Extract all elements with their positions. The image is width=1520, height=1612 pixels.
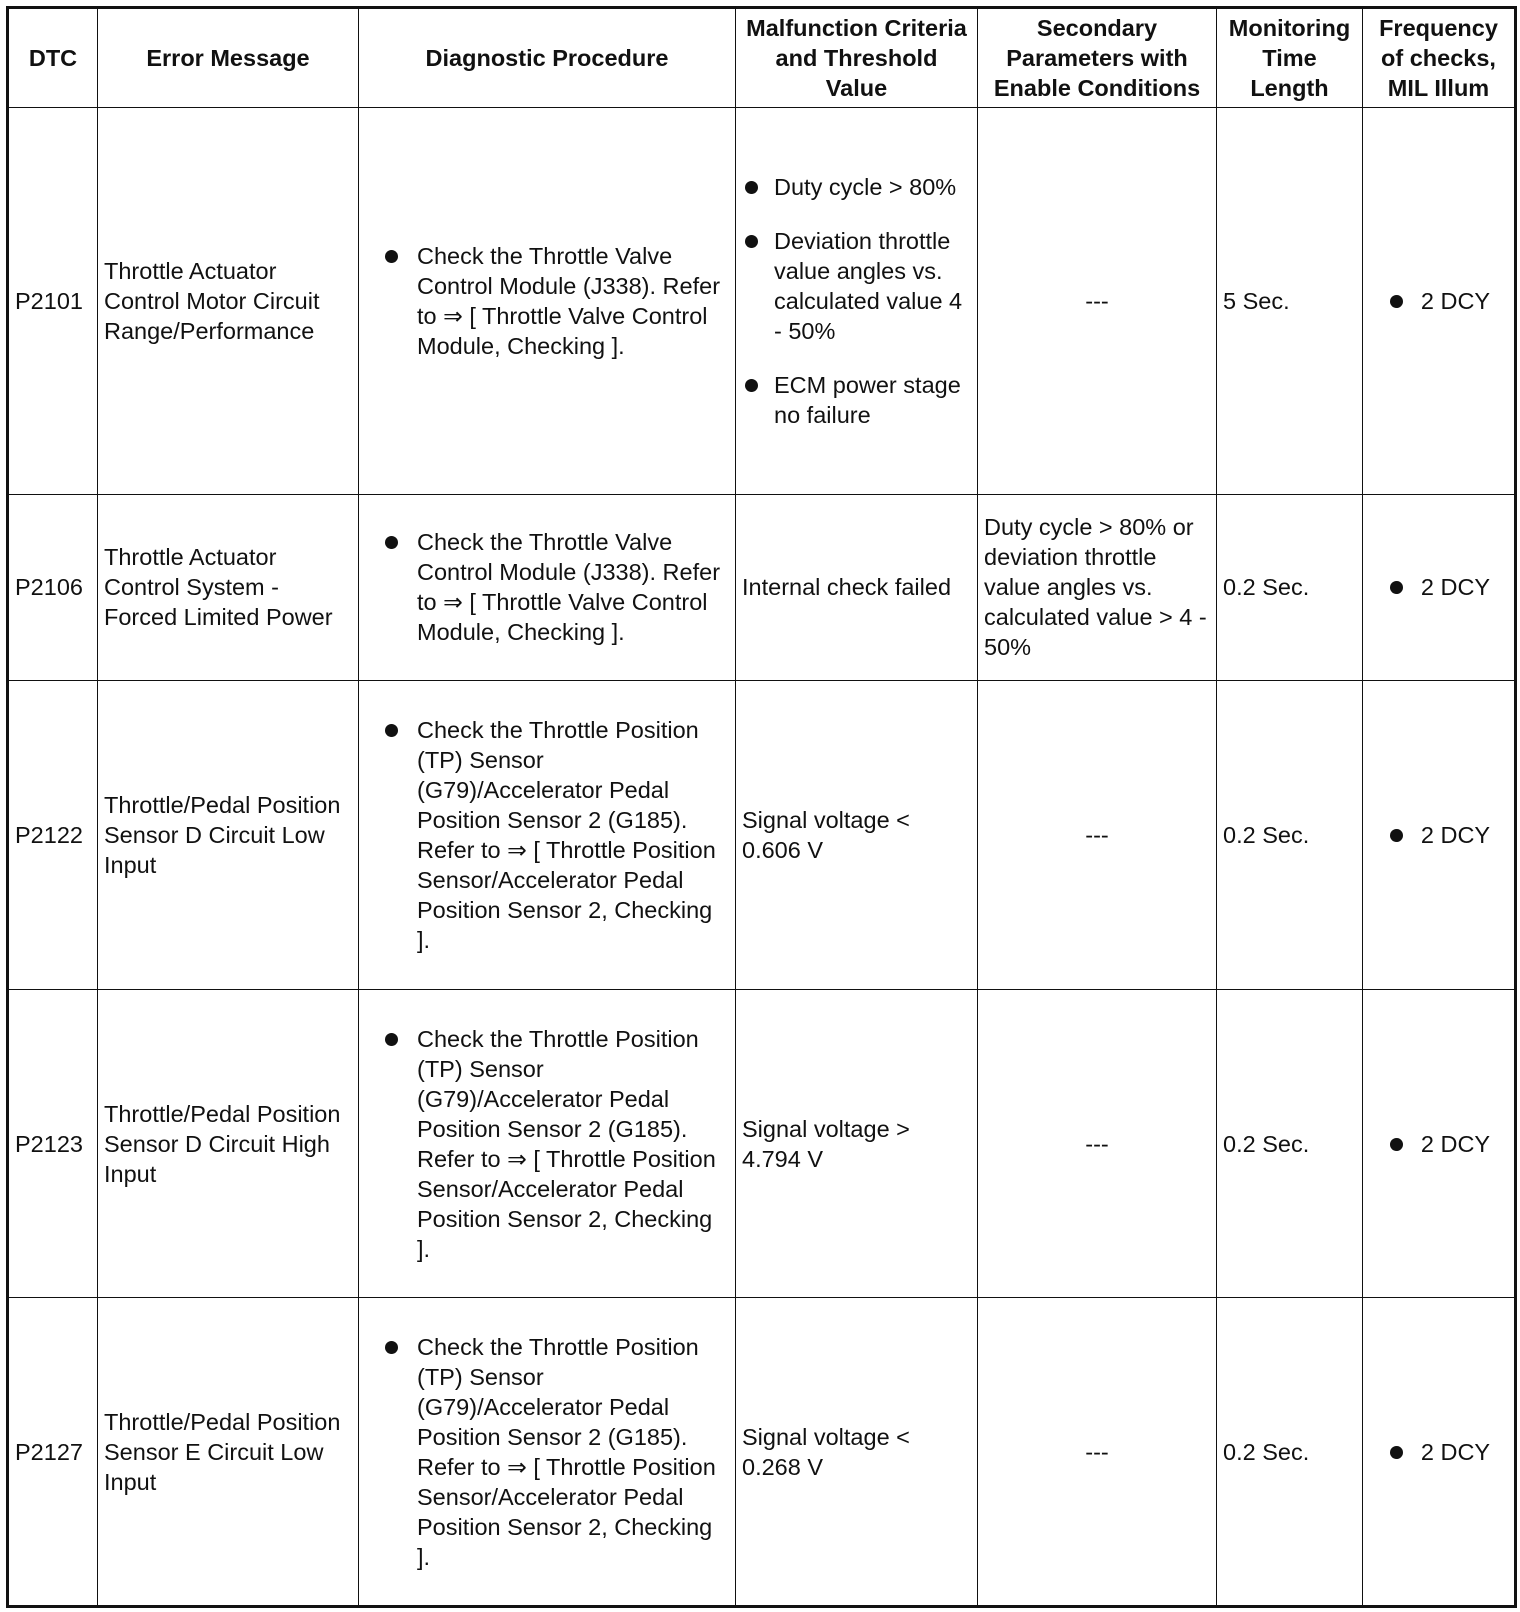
header-secondary-parameters: Secondary Parameters with Enable Conditions: [978, 8, 1217, 108]
header-error-message: Error Message: [98, 8, 359, 108]
frequency-cell: [1363, 494, 1516, 680]
procedure-list: [365, 715, 729, 955]
dtc-code: P2101: [8, 108, 98, 495]
malfunction-criteria: [736, 108, 978, 495]
procedure-list: [365, 1332, 729, 1572]
procedure-item: Check the Throttle Position (TP) Sensor (G79)/Accelerator Pedal Position Sensor 2 (G185). Refer to ⇒ [ Throttle Position Sensor/Accelerator Pedal Position Sensor 2, Checking ].: [365, 715, 729, 955]
malfunction-criteria: Signal voltage < 0.268 V: [736, 1298, 978, 1607]
procedure-item: Check the Throttle Valve Control Module (J338). Refer to ⇒ [ Throttle Valve Control Module, Checking ].: [365, 527, 729, 647]
table-row: [8, 1298, 1516, 1607]
error-message: Throttle/Pedal Position Sensor D Circuit High Input: [98, 989, 359, 1298]
frequency-item: 2 DCY: [1387, 572, 1490, 602]
frequency-list: [1387, 820, 1490, 850]
header-malfunction-criteria: Malfunction Criteria and Threshold Value: [736, 8, 978, 108]
error-message: Throttle Actuator Control Motor Circuit Range/Performance: [98, 108, 359, 495]
frequency-cell: [1363, 681, 1516, 990]
dtc-table: [6, 6, 1517, 1608]
frequency-cell: [1363, 108, 1516, 495]
diagnostic-procedure: [359, 1298, 736, 1607]
monitoring-time: 5 Sec.: [1217, 108, 1363, 495]
procedure-item: Check the Throttle Position (TP) Sensor (G79)/Accelerator Pedal Position Sensor 2 (G185). Refer to ⇒ [ Throttle Position Sensor/Accelerator Pedal Position Sensor 2, Checking ].: [365, 1332, 729, 1572]
table-row: [8, 681, 1516, 990]
frequency-list: [1387, 572, 1490, 602]
header-row: [8, 8, 1516, 108]
header-frequency: Frequency of checks, MIL Illum: [1363, 8, 1516, 108]
diagnostic-procedure: [359, 494, 736, 680]
frequency-cell: [1363, 1298, 1516, 1607]
table-body: [8, 108, 1516, 1607]
dtc-code: P2123: [8, 989, 98, 1298]
frequency-item: 2 DCY: [1387, 286, 1490, 316]
diagnostic-procedure: [359, 989, 736, 1298]
procedure-list: [365, 1024, 729, 1264]
procedure-item: Check the Throttle Position (TP) Sensor (G79)/Accelerator Pedal Position Sensor 2 (G185). Refer to ⇒ [ Throttle Position Sensor/Accelerator Pedal Position Sensor 2, Checking ].: [365, 1024, 729, 1264]
table-header: [8, 8, 1516, 108]
frequency-item: 2 DCY: [1387, 1129, 1490, 1159]
procedure-list: [365, 241, 729, 361]
frequency-list: [1387, 1129, 1490, 1159]
dtc-code: P2122: [8, 681, 98, 990]
frequency-list: [1387, 1437, 1490, 1467]
secondary-parameters: ---: [978, 1298, 1217, 1607]
dtc-code: P2106: [8, 494, 98, 680]
malfunction-criteria: Signal voltage > 4.794 V: [736, 989, 978, 1298]
error-message: Throttle/Pedal Position Sensor D Circuit Low Input: [98, 681, 359, 990]
frequency-list: [1387, 286, 1490, 316]
header-monitoring-time: Monitoring Time Length: [1217, 8, 1363, 108]
error-message: Throttle Actuator Control System - Forced Limited Power: [98, 494, 359, 680]
table-row: [8, 108, 1516, 495]
malfunction-item: ECM power stage no failure: [742, 370, 971, 430]
malfunction-criteria: Internal check failed: [736, 494, 978, 680]
monitoring-time: 0.2 Sec.: [1217, 1298, 1363, 1607]
malfunction-criteria: Signal voltage < 0.606 V: [736, 681, 978, 990]
table-row: [8, 989, 1516, 1298]
malfunction-item: Duty cycle > 80%: [742, 172, 971, 202]
monitoring-time: 0.2 Sec.: [1217, 989, 1363, 1298]
table-row: [8, 494, 1516, 680]
secondary-parameters: Duty cycle > 80% or deviation throttle value angles vs. calculated value > 4 - 50%: [978, 494, 1217, 680]
monitoring-time: 0.2 Sec.: [1217, 494, 1363, 680]
diagnostic-procedure: [359, 108, 736, 495]
error-message: Throttle/Pedal Position Sensor E Circuit Low Input: [98, 1298, 359, 1607]
diagnostic-procedure: [359, 681, 736, 990]
monitoring-time: 0.2 Sec.: [1217, 681, 1363, 990]
dtc-code: P2127: [8, 1298, 98, 1607]
malfunction-list: [742, 172, 971, 430]
malfunction-item: Deviation throttle value angles vs. calculated value 4 - 50%: [742, 226, 971, 346]
header-dtc: DTC: [8, 8, 98, 108]
frequency-item: 2 DCY: [1387, 820, 1490, 850]
procedure-list: [365, 527, 729, 647]
secondary-parameters: ---: [978, 681, 1217, 990]
frequency-item: 2 DCY: [1387, 1437, 1490, 1467]
frequency-cell: [1363, 989, 1516, 1298]
secondary-parameters: ---: [978, 989, 1217, 1298]
procedure-item: Check the Throttle Valve Control Module (J338). Refer to ⇒ [ Throttle Valve Control Module, Checking ].: [365, 241, 729, 361]
secondary-parameters: ---: [978, 108, 1217, 495]
header-diagnostic-procedure: Diagnostic Procedure: [359, 8, 736, 108]
